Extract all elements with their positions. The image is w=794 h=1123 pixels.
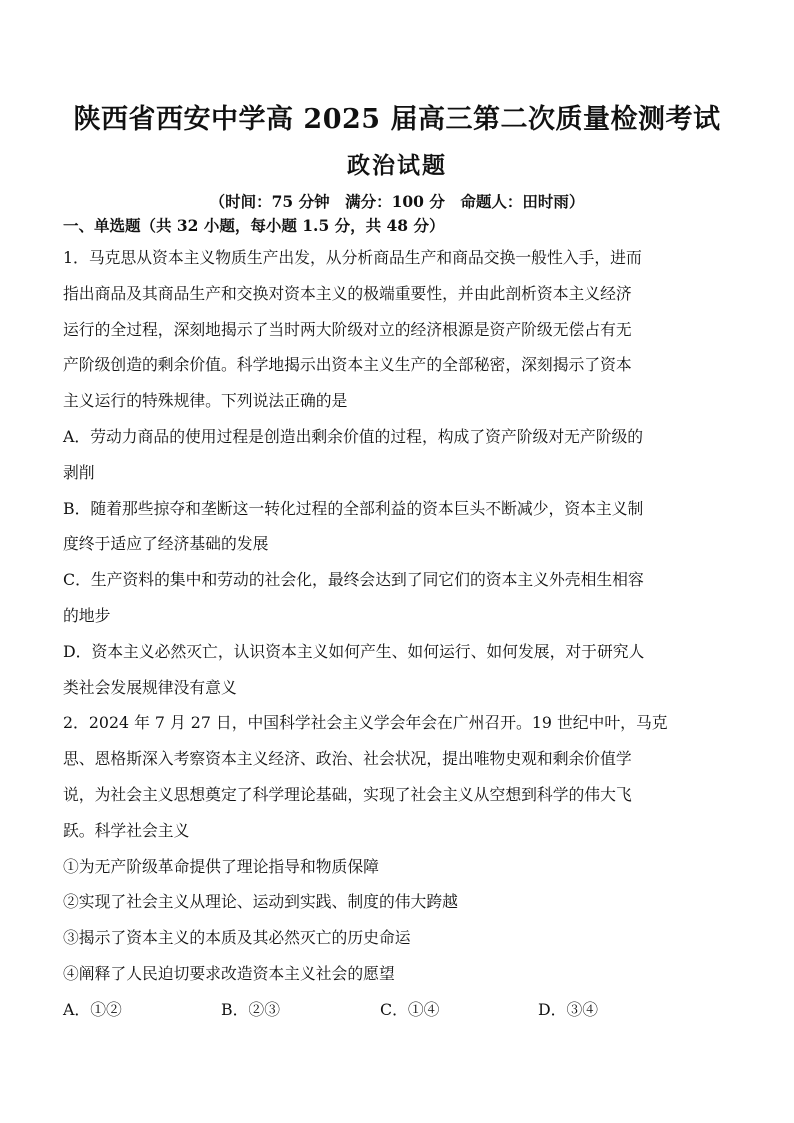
answer-option-d: D．③④ <box>538 999 599 1019</box>
option-line: C．生产资料的集中和劳动的社会化，最终会达到了同它们的资本主义外壳相生相容 <box>63 570 644 590</box>
option-line: A．劳动力商品的使用过程是创造出剩余价值的过程，构成了资产阶级对无产阶级的 <box>63 426 644 446</box>
option-line: 类社会发展规律没有意义 <box>63 677 237 697</box>
option-line: 的地步 <box>63 605 111 625</box>
option-a <box>63 419 735 491</box>
option-line: 度终于适应了经济基础的发展 <box>63 534 269 554</box>
question-stem-line: 跃。科学社会主义 <box>63 820 190 840</box>
answer-option-b: B．②③ <box>221 999 280 1019</box>
question-stem-line: 主义运行的特殊规律。下列说法正确的是 <box>63 391 348 411</box>
answer-option-c: C．①④ <box>380 999 440 1019</box>
option-line: 剥削 <box>63 462 95 482</box>
question-stem-line: 说，为社会主义思想奠定了科学理论基础，实现了社会主义从空想到科学的伟大飞 <box>63 784 632 804</box>
statement-item: ④阐释了人民迫切要求改造资本主义社会的愿望 <box>63 963 395 983</box>
option-c <box>63 562 735 634</box>
section-heading: 一、单选题（共 32 小题，每小题 1.5 分，共 48 分） <box>63 216 445 235</box>
question-stem-line: 2．2024 年 7 月 27 日，中国科学社会主义学会年会在广州召开。19 世纪中叶，马克 <box>63 713 668 733</box>
question-stem-line: 产阶级创造的剩余价值。科学地揭示出资本主义生产的全部秘密，深刻揭示了资本 <box>63 355 632 375</box>
question-stem-line: 1．马克思从资本主义物质生产出发，从分析商品生产和商品交换一般性入手，进而 <box>63 248 642 267</box>
question-stem-line: 思、恩格斯深入考察资本主义经济、政治、社会状况，提出唯物史观和剩余价值学 <box>63 749 632 769</box>
question-2 <box>63 705 735 1027</box>
answer-option-a: A．①② <box>63 999 122 1019</box>
question-stem-line: 运行的全过程，深刻地揭示了当时两大阶级对立的经济根源是资产阶级无偿占有无 <box>63 319 632 339</box>
question-stem-line: 指出商品及其商品生产和交换对资本主义的极端重要性，并由此剖析资本主义经济 <box>63 283 632 303</box>
statement-item: ②实现了社会主义从理论、运动到实践、制度的伟大跨越 <box>63 892 458 912</box>
statement-item: ③揭示了资本主义的本质及其必然灭亡的历史命运 <box>63 928 411 948</box>
exam-subtitle: 政治试题 <box>347 152 447 179</box>
exam-meta: （时间：75 分钟 满分：100 分 命题人：田时雨） <box>209 192 585 211</box>
option-line: D．资本主义必然灭亡，认识资本主义如何产生、如何运行、如何发展，对于研究人 <box>63 641 645 661</box>
question-1 <box>63 240 735 705</box>
question-body <box>63 240 735 1028</box>
answer-options-row <box>63 992 735 1028</box>
option-d <box>63 634 735 706</box>
statement-item: ①为无产阶级革命提供了理论指导和物质保障 <box>63 856 379 876</box>
exam-title: 陕西省西安中学高 2025 届高三第二次质量检测考试 <box>73 104 721 135</box>
option-line: B．随着那些掠夺和垄断这一转化过程的全部利益的资本巨头不断减少，资本主义制 <box>63 498 644 518</box>
option-b <box>63 491 735 563</box>
